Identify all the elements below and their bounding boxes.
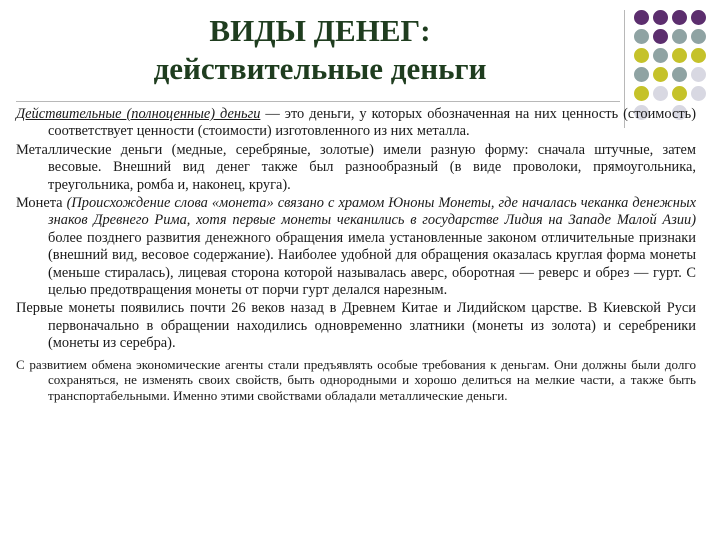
- decorative-dot: [672, 10, 687, 25]
- decorative-dot: [672, 86, 687, 101]
- decorative-dot: [672, 67, 687, 82]
- paragraph-requirements: С развитием обмена экономические агенты стали предъявлять особые требования к деньгам. Они должны были долго сохраняться, не изменять своих свойств, быть однородными и хорошо делиться на мелкие части, а также быть транспортабельными. Именно этими свойствами обладали металлические деньги.: [16, 356, 696, 403]
- decorative-dot: [634, 29, 649, 44]
- decorative-dot: [691, 86, 706, 101]
- decorative-dot: [634, 86, 649, 101]
- coin-origin-note: (Происхождение слова «монета» связано с храмом Юноны Монеты, где началась чеканка денежных знаков Древнего Рима, хотя первые монеты чеканились в государстве Лидия на Западе Малой Азии): [48, 195, 696, 229]
- paragraph-definition: [16, 106, 696, 141]
- coin-description: более позднего развития денежного обращения имела установленные законом отличительные признаки (внешний вид, весовое содержание). Наиболее удобной для обращения оказалась круглая форма монеты (меньше стиралась), лицевая сторона которой называлась аверс, оборотная — реверс и обрез — гурт. С целью предотвращения монеты от порчи гурт делался нарезным.: [48, 229, 696, 299]
- paragraph-coin: [16, 195, 696, 299]
- decorative-dot: [653, 29, 668, 44]
- decorative-dot-grid: [634, 10, 707, 121]
- definition-text: — это деньги, у которых обозначенная на них ценность (стоимость) соответствует ценности (стоимости) изготовленного из них металла.: [48, 106, 696, 140]
- decorative-dot: [634, 67, 649, 82]
- decorative-dot: [653, 86, 668, 101]
- term-real-money: Действительные (полноценные) деньги: [16, 106, 261, 122]
- decorative-dot: [672, 29, 687, 44]
- paragraph-metal-money: Металлические деньги (медные, серебряные, золотые) имели разную форму: сначала штучные, затем весовые. Внешний вид денег также был разнообразный (в виде проволоки, прямоугольника, треугольника, ромба и, наконец, круга).: [16, 141, 696, 193]
- decorative-dot: [672, 48, 687, 63]
- decorative-dot: [634, 10, 649, 25]
- horizontal-divider: [16, 101, 620, 102]
- paragraph-first-coins: Первые монеты появились почти 26 веков назад в Древнем Китае и Лидийском царстве. В Киевской Руси первоначально в обращении находились одновременно златники (монеты из золота) и серебреники (монеты из серебра).: [16, 300, 696, 352]
- decorative-dot: [653, 67, 668, 82]
- decorative-dot: [653, 48, 668, 63]
- decorative-dot: [691, 48, 706, 63]
- decorative-dot: [691, 29, 706, 44]
- decorative-dot: [691, 10, 706, 25]
- decorative-dot: [691, 67, 706, 82]
- slide-title: [40, 12, 600, 88]
- decorative-dot: [634, 48, 649, 63]
- slide-body: [16, 106, 696, 404]
- coin-lead: Монета: [16, 195, 67, 212]
- title-line-1: ВИДЫ ДЕНЕГ:: [209, 13, 431, 48]
- title-line-2: действительные деньги: [153, 51, 487, 86]
- decorative-dot: [653, 10, 668, 25]
